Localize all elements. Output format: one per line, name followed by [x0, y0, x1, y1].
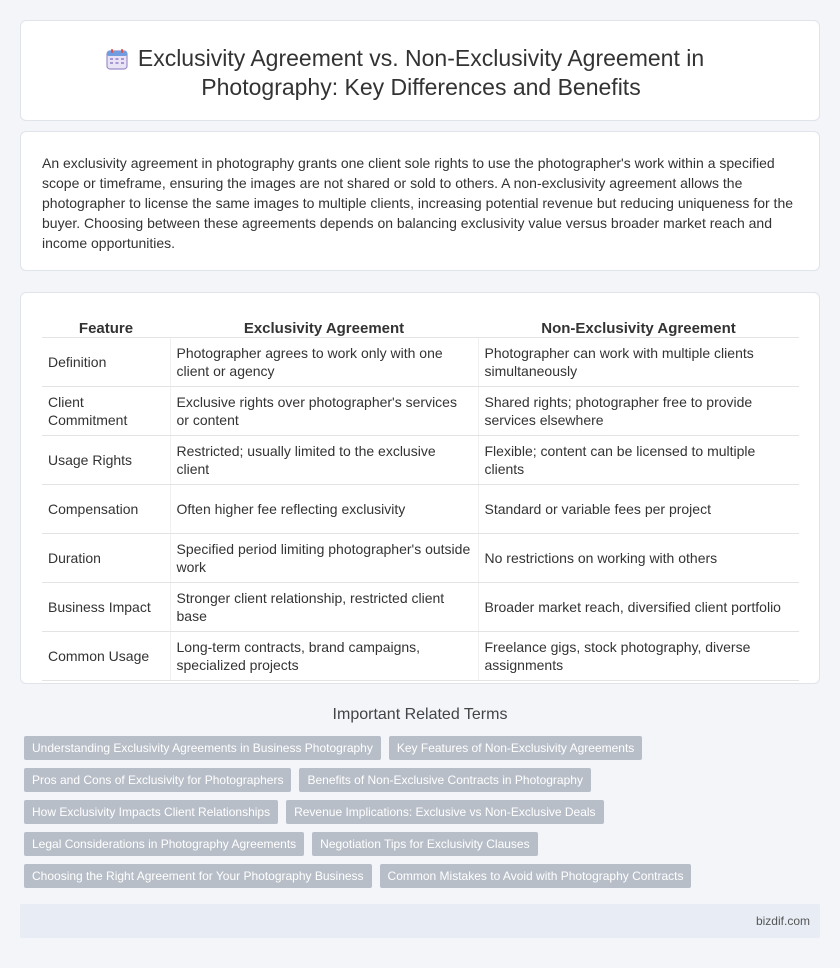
table-row [42, 533, 799, 582]
intro-card [20, 131, 820, 271]
tag-row [20, 736, 700, 768]
related-term-link[interactable]: Key Features of Non-Exclusivity Agreements [389, 736, 642, 760]
tag-row [20, 832, 700, 864]
feature-cell: Business Impact [42, 582, 170, 631]
feature-cell: Usage Rights [42, 435, 170, 484]
related-terms-list [20, 736, 700, 896]
related-terms-heading: Important Related Terms [332, 706, 508, 723]
feature-cell: Common Usage [42, 631, 170, 680]
header-card [20, 20, 820, 121]
comparison-table [42, 316, 799, 681]
feature-cell: Client Commitment [42, 386, 170, 435]
tag-row [20, 768, 700, 800]
related-term-link[interactable]: Revenue Implications: Exclusive vs Non-Exclusive Deals [286, 800, 603, 824]
header-feature: Feature [42, 316, 170, 337]
exclusivity-cell: Long-term contracts, brand campaigns, specialized projects [170, 631, 478, 680]
footer-site-link[interactable]: bizdif.com [755, 914, 810, 928]
related-term-link[interactable]: Pros and Cons of Exclusivity for Photographers [24, 768, 291, 792]
table-row [42, 484, 799, 533]
feature-cell: Duration [42, 533, 170, 582]
exclusivity-cell: Restricted; usually limited to the exclusive client [170, 435, 478, 484]
related-term-link[interactable]: Common Mistakes to Avoid with Photography Contracts [380, 864, 692, 888]
table-row [42, 631, 799, 680]
related-term-link[interactable]: How Exclusivity Impacts Client Relationships [24, 800, 278, 824]
exclusivity-cell: Often higher fee reflecting exclusivity [170, 484, 478, 533]
related-term-link[interactable]: Understanding Exclusivity Agreements in Business Photography [24, 736, 381, 760]
table-row [42, 386, 799, 435]
table-row [42, 337, 799, 386]
page-title-line-2: Photography: Key Differences and Benefits [201, 74, 641, 100]
related-term-link[interactable]: Choosing the Right Agreement for Your Photography Business [24, 864, 372, 888]
page-title-line-1: Exclusivity Agreement vs. Non-Exclusivity Agreement in [137, 45, 705, 71]
non-exclusivity-cell: Shared rights; photographer free to provide services elsewhere [478, 386, 799, 435]
tag-row [20, 800, 700, 832]
non-exclusivity-cell: Standard or variable fees per project [478, 484, 799, 533]
header-non-exclusivity: Non-Exclusivity Agreement [478, 316, 799, 337]
table-row [42, 582, 799, 631]
exclusivity-cell: Photographer agrees to work only with one client or agency [170, 337, 478, 386]
related-term-link[interactable]: Benefits of Non-Exclusive Contracts in Photography [299, 768, 590, 792]
related-term-link[interactable]: Legal Considerations in Photography Agreements [24, 832, 304, 856]
non-exclusivity-cell: No restrictions on working with others [478, 533, 799, 582]
tag-row [20, 864, 700, 896]
table-header-row [42, 316, 799, 337]
feature-cell: Compensation [42, 484, 170, 533]
table-row [42, 435, 799, 484]
exclusivity-cell: Specified period limiting photographer's outside work [170, 533, 478, 582]
non-exclusivity-cell: Freelance gigs, stock photography, diverse assignments [478, 631, 799, 680]
exclusivity-cell: Stronger client relationship, restricted client base [170, 582, 478, 631]
related-term-link[interactable]: Negotiation Tips for Exclusivity Clauses [312, 832, 537, 856]
comparison-card [20, 292, 820, 684]
exclusivity-cell: Exclusive rights over photographer's services or content [170, 386, 478, 435]
non-exclusivity-cell: Broader market reach, diversified client portfolio [478, 582, 799, 631]
intro-paragraph: An exclusivity agreement in photography grants one client sole rights to use the photographer's work within a specified scope or timeframe, ensuring the images are not shared or sold to others. A non-exclusivity agreement allows the photographer to license the same images to multiple clients, increasing potential revenue but reducing uniqueness for the buyer. Choosing between these agreements depends on balancing exclusivity value versus broader market reach and income opportunities. [42, 155, 794, 251]
footer [20, 904, 820, 938]
feature-cell: Definition [42, 337, 170, 386]
header-exclusivity: Exclusivity Agreement [170, 316, 478, 337]
non-exclusivity-cell: Flexible; content can be licensed to multiple clients [478, 435, 799, 484]
non-exclusivity-cell: Photographer can work with multiple clients simultaneously [478, 337, 799, 386]
